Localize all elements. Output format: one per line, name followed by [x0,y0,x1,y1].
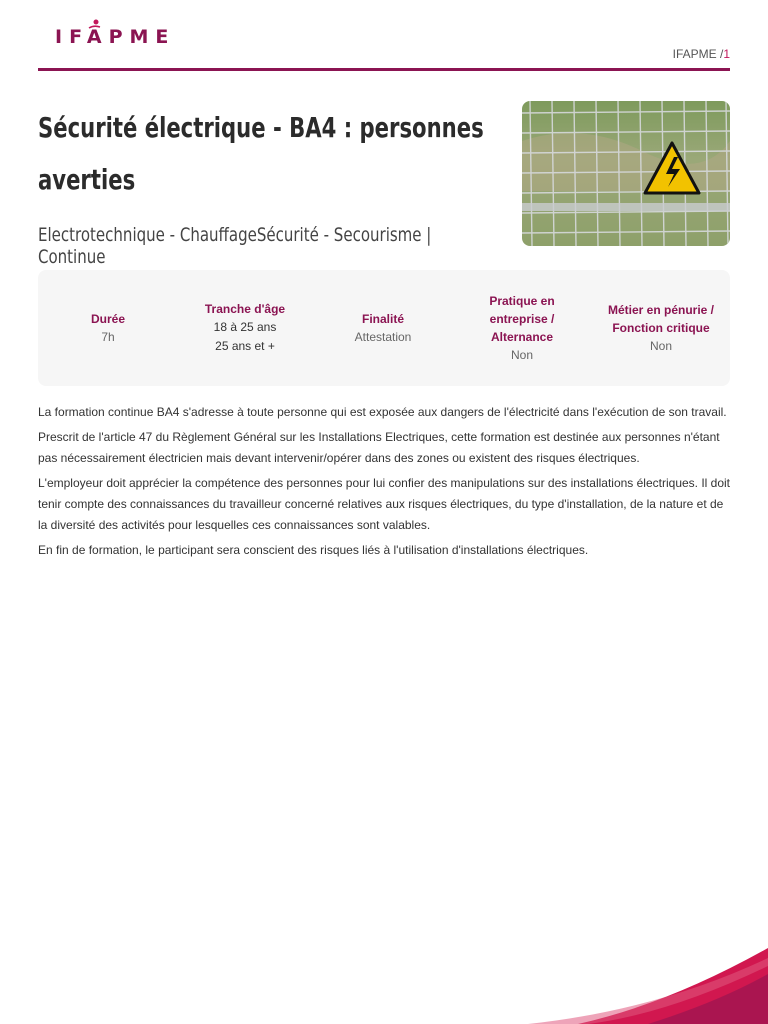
page-subtitle: Electrotechnique - ChauffageSécurité - Secourisme | Continue [38,224,432,268]
logo-text: IFAPME [55,26,176,48]
info-label: Métier en pénurie / Fonction critique [607,302,715,335]
corner-swoosh-decoration [468,944,768,1024]
info-age-range [181,270,309,386]
info-value: Non [649,338,672,353]
page-label: IFAPME / [672,47,724,61]
info-value: Attestation [354,329,412,344]
course-info-panel [38,270,730,386]
header-divider [38,68,730,71]
info-value: 25 ans et + [215,339,275,353]
page-title: Sécurité électrique - BA4 : personnes averties [38,111,484,196]
info-label: Finalité [361,311,404,326]
info-value: 18 à 25 ans [213,320,277,334]
logo-figure-icon [85,18,103,52]
info-label: Pratique en entreprise / Alternance [489,293,555,344]
info-label: Durée [90,311,125,326]
electric-fence-image [522,101,730,246]
page-indicator [673,47,730,61]
info-value: Non [510,347,533,362]
info-label: Tranche d'âge [204,302,286,316]
course-description [38,402,730,565]
course-photo [522,101,730,246]
info-purpose [319,270,447,386]
info-value: 7h [101,329,115,344]
description-paragraph: Prescrit de l'article 47 du Règlement Général sur les Installations Electriques, cette formation est destinée aux personnes n'étant pas nécessairement électricien mais devant intervenir/opérer dans des zones ou existent des risques électriques. [38,430,720,465]
info-duration [44,270,172,386]
description-paragraph: La formation continue BA4 s'adresse à toute personne qui est exposée aux dangers de l'électricité dans l'exécution de son travail. [38,405,727,419]
page-number: 1 [723,47,730,61]
description-paragraph: L'employeur doit apprécier la compétence des personnes pour lui confier des manipulations sur des installations électriques. Il doit tenir compte des connaissances du travailleur concerné relatives aux risques électriques, du type d'installation, de la nature et de la diversité des activités pour lesquelles ces connaissances sont valables. [38,476,731,532]
ifapme-logo[interactable] [55,26,175,48]
info-work-practice [458,270,586,386]
info-shortage-job [596,270,726,386]
description-paragraph: En fin de formation, le participant sera conscient des risques liés à l'utilisation d'installations électriques. [38,543,589,557]
